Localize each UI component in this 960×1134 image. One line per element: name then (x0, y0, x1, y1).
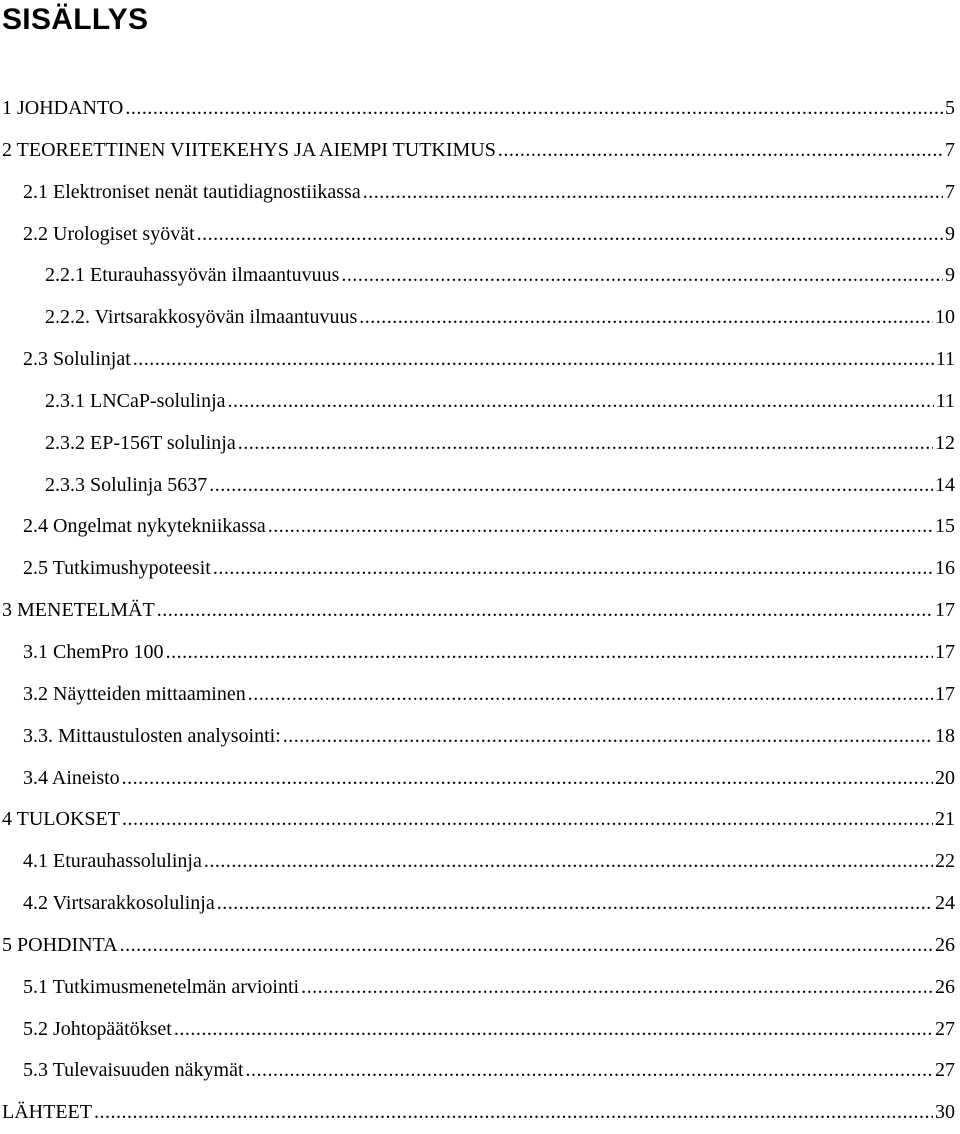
toc-entry-label: 4 TULOKSET (2, 808, 120, 831)
toc-entry[interactable] (0, 339, 960, 381)
toc-leader-dots (498, 130, 943, 172)
toc-entry-page-number: 17 (935, 682, 955, 705)
toc-entry[interactable] (0, 548, 960, 590)
toc-entry-page-number: 17 (935, 640, 955, 663)
toc-entry[interactable] (0, 506, 960, 548)
toc-entry-label: 5 POHDINTA (2, 933, 118, 956)
toc-leader-dots (238, 423, 933, 465)
toc-entry-page-number: 10 (935, 306, 955, 329)
toc-entry-label: 1 JOHDANTO (2, 97, 124, 119)
toc-entry-label: 3 MENETELMÄT (2, 599, 155, 622)
toc-leader-dots (246, 1050, 933, 1092)
toc-entry-page-number: 15 (935, 515, 955, 538)
toc-leader-dots (248, 674, 933, 716)
toc-entry-label: 4.1 Eturauhassolulinja (23, 850, 202, 873)
toc-entry-page-number: 9 (945, 264, 955, 287)
toc-entry[interactable] (0, 88, 960, 130)
toc-leader-dots (228, 381, 934, 423)
toc-entry-page-number: 11 (935, 348, 955, 371)
toc-leader-dots (283, 716, 933, 758)
toc-entry-label: 2.1 Elektroniset nenät tautidiagnostiikassa (23, 180, 361, 203)
toc-entry-page-number: 7 (945, 180, 955, 203)
toc-entry-label: 2.2 Urologiset syövät (23, 222, 195, 245)
toc-entry-label: 5.1 Tutkimusmenetelmän arviointi (23, 975, 300, 998)
toc-leader-dots (94, 1092, 933, 1134)
toc-entry-page-number: 11 (935, 389, 955, 412)
toc-entry-label: 2.2.1 Eturauhassyövän ilmaantuvuus (45, 264, 340, 287)
toc-leader-dots (122, 799, 933, 841)
toc-entry[interactable] (0, 1050, 960, 1092)
toc-entry[interactable] (0, 925, 960, 967)
toc-entry[interactable] (0, 674, 960, 716)
toc-leader-dots (120, 925, 933, 967)
toc-leader-dots (363, 172, 943, 214)
toc-entry-page-number: 12 (935, 431, 955, 454)
toc-entry[interactable] (0, 172, 960, 214)
toc-entry-page-number: 26 (935, 975, 955, 998)
toc-entry-page-number: 18 (935, 724, 955, 747)
table-of-contents (0, 88, 960, 1134)
toc-entry-page-number: 5 (945, 97, 955, 119)
toc-leader-dots (209, 465, 933, 507)
toc-entry-label: LÄHTEET (2, 1101, 92, 1124)
toc-entry-page-number: 20 (935, 766, 955, 789)
toc-entry[interactable] (0, 465, 960, 507)
toc-entry[interactable] (0, 297, 960, 339)
toc-entry[interactable] (0, 381, 960, 423)
toc-entry[interactable] (0, 632, 960, 674)
toc-entry-label: 2.2.2. Virtsarakkosyövän ilmaantuvuus (45, 306, 358, 329)
toc-entry[interactable] (0, 716, 960, 758)
toc-entry-label: 2.4 Ongelmat nykytekniikassa (23, 515, 266, 538)
toc-entry[interactable] (0, 1092, 960, 1134)
toc-entry-page-number: 26 (935, 933, 955, 956)
toc-entry-label: 2.3.3 Solulinja 5637 (45, 473, 208, 496)
toc-entry-label: 2.5 Tutkimushypoteesit (23, 557, 211, 580)
toc-entry-page-number: 22 (935, 850, 955, 873)
toc-entry[interactable] (0, 841, 960, 883)
toc-entry-page-number: 9 (945, 222, 955, 245)
toc-leader-dots (217, 883, 933, 925)
toc-leader-dots (197, 214, 943, 256)
page-title: SISÄLLYS (2, 3, 149, 36)
toc-entry-label: 5.3 Tulevaisuuden näkymät (23, 1059, 244, 1082)
toc-leader-dots (341, 255, 943, 297)
toc-entry[interactable] (0, 255, 960, 297)
toc-entry-label: 2.3.1 LNCaP-solulinja (45, 389, 226, 412)
toc-entry-page-number: 7 (945, 138, 955, 161)
toc-leader-dots (125, 88, 943, 130)
toc-entry[interactable] (0, 883, 960, 925)
toc-leader-dots (174, 1009, 933, 1051)
toc-entry-label: 2.3 Solulinjat (23, 348, 131, 371)
toc-entry-page-number: 16 (935, 557, 955, 580)
toc-entry[interactable] (0, 130, 960, 172)
toc-entry-label: 3.1 ChemPro 100 (23, 640, 164, 663)
toc-entry-label: 4.2 Virtsarakkosolulinja (23, 892, 215, 915)
toc-entry-page-number: 14 (935, 473, 955, 496)
toc-entry-page-number: 17 (935, 599, 955, 622)
toc-entry[interactable] (0, 214, 960, 256)
toc-entry[interactable] (0, 799, 960, 841)
toc-entry-label: 5.2 Johtopäätökset (23, 1017, 172, 1040)
toc-entry-label: 3.4 Aineisto (23, 766, 120, 789)
toc-entry-label: 3.2 Näytteiden mittaaminen (23, 682, 246, 705)
toc-entry-label: 3.3. Mittaustulosten analysointi: (23, 724, 281, 747)
toc-leader-dots (122, 758, 933, 800)
toc-entry[interactable] (0, 758, 960, 800)
toc-entry-page-number: 21 (935, 808, 955, 831)
toc-leader-dots (268, 506, 933, 548)
toc-entry-page-number: 27 (935, 1059, 955, 1082)
toc-leader-dots (213, 548, 933, 590)
toc-entry-page-number: 30 (935, 1101, 955, 1124)
toc-entry[interactable] (0, 423, 960, 465)
toc-leader-dots (166, 632, 933, 674)
toc-entry-page-number: 27 (935, 1017, 955, 1040)
toc-entry[interactable] (0, 590, 960, 632)
toc-entry[interactable] (0, 967, 960, 1009)
toc-entry[interactable] (0, 1009, 960, 1051)
toc-entry-label: 2.3.2 EP-156T solulinja (45, 431, 236, 454)
toc-leader-dots (359, 297, 933, 339)
toc-leader-dots (133, 339, 934, 381)
toc-leader-dots (204, 841, 933, 883)
toc-entry-label: 2 TEOREETTINEN VIITEKEHYS JA AIEMPI TUTKIMUS (2, 138, 496, 161)
toc-entry-page-number: 24 (935, 892, 955, 915)
toc-leader-dots (301, 967, 933, 1009)
toc-leader-dots (157, 590, 933, 632)
